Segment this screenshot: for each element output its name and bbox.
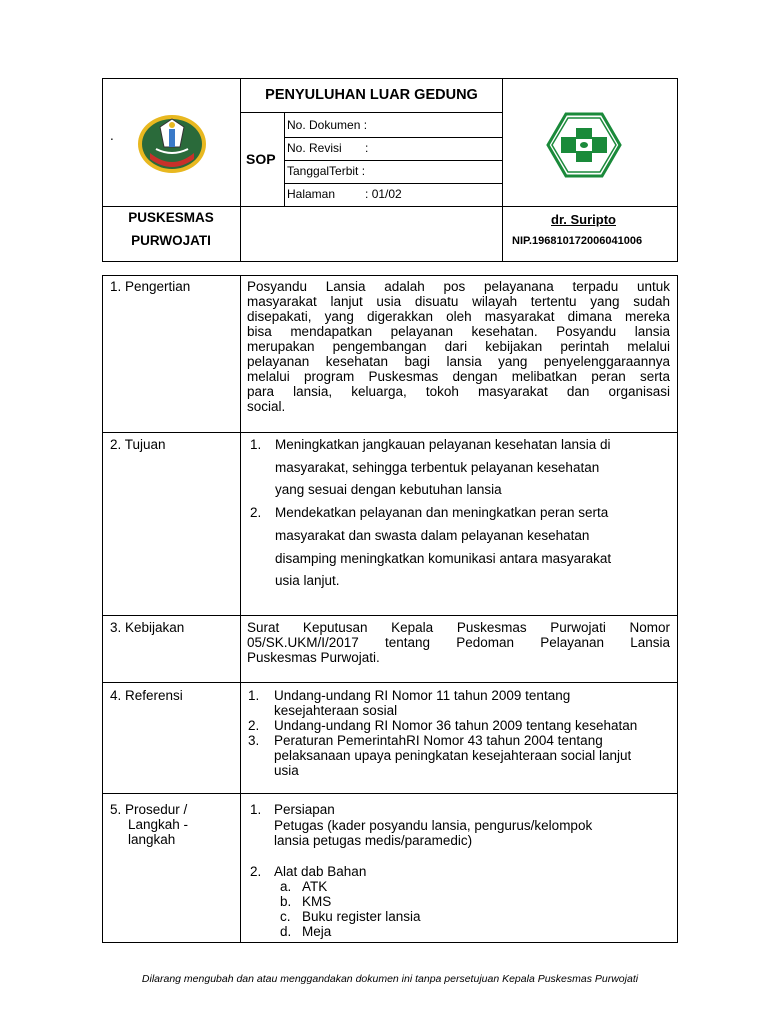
section-tujuan-label: 2. Tujuan: [110, 437, 166, 452]
section-pengertian-text: Posyandu Lansia adalah pos pelayanana terpadu untuk masyarakat lanjut usia disuatu wilayah tertentu yang sudah disepakati, yang digerakkan oleh masyarakat dimana mereka bisa mendapatkan pelayanan kesehatan. Posyandu lansia merupakan pengembangan dari kebijakan perintah melalui pelayanan kesehatan bagi lansia yang penyelenggaraannya melalui program Puskesmas dengan melibatkan peran serta para lansia, keluarga, tokoh masyarakat dan organisasi social.: [247, 279, 670, 414]
header-dot: .: [110, 128, 114, 143]
tujuan-list: 1. Meningkatkan jangkauan pelayanan kesehatan lansia di masyarakat, sehingga terbentuk pelayanan kesehatan yang sesuai dengan kebutuhan lansia 2. Mendekatkan pelayanan dan meningkatkan peran serta masyarakat dan swasta dalam pelayanan kesehatan disamping meningkatkan komunikasi antara masyarakat usia lanjut.: [250, 437, 612, 588]
org-name-line1: PUSKESMAS: [128, 210, 214, 225]
signer-nip: NIP.196810172006041006: [512, 235, 643, 247]
field-no-revisi: No. Revisi :: [287, 141, 369, 155]
org-name-line2: PURWOJATI: [131, 233, 211, 248]
field-tanggal-terbit: TanggalTerbit :: [287, 164, 366, 178]
prosedur-steps: 1. Persiapan Petugas (kader posyandu lansia, pengurus/kelompok lansia petugas medis/paramedic) 2. Alat dab Bahan a. ATK b. KMS c. Buku register lansia d. Meja: [250, 802, 593, 939]
section-referensi-label: 4. Referensi: [110, 688, 183, 703]
sop-label: SOP: [246, 151, 276, 167]
field-no-dokumen: No. Dokumen :: [287, 118, 368, 132]
signer-name: dr. Suripto: [551, 212, 616, 227]
regency-emblem-logo: [136, 113, 208, 175]
section-prosedur-label: 5. Prosedur / Langkah - langkah: [110, 802, 189, 847]
referensi-list: 1. Undang-undang RI Nomor 11 tahun 2009 tentang kesejahteraan sosial 2. Undang-undang RI Nomor 36 tahun 2009 tentang kesehatan 3. Peraturan PemerintahRI Nomor 43 tahun 2004 tentang pelaksanaan upaya peningkatan kesejahteraan social lanjut usia: [248, 688, 638, 778]
sub-item: c. Buku register lansia: [280, 909, 421, 924]
section-kebijakan-label: 3. Kebijakan: [110, 620, 185, 635]
sub-item: a. ATK: [280, 879, 328, 894]
section-pengertian-label: 1. Pengertian: [110, 279, 191, 294]
section-kebijakan-text: Surat Keputusan Kepala Puskesmas Purwojati Nomor 05/SK.UKM/I/2017 tentang Pedoman Pelayanan Lansia Puskesmas Purwojati.: [247, 620, 670, 665]
puskesmas-cross-logo: [546, 112, 622, 178]
footer-disclaimer: Dilarang mengubah dan atau menggandakan dokumen ini tanpa persetujuan Kepala Puskesmas Purwojati: [141, 973, 639, 985]
sub-item: d. Meja: [280, 924, 332, 939]
sub-item: b. KMS: [280, 894, 332, 909]
document-title: PENYULUHAN LUAR GEDUNG: [265, 87, 478, 103]
field-halaman: Halaman : 01/02: [287, 187, 402, 201]
